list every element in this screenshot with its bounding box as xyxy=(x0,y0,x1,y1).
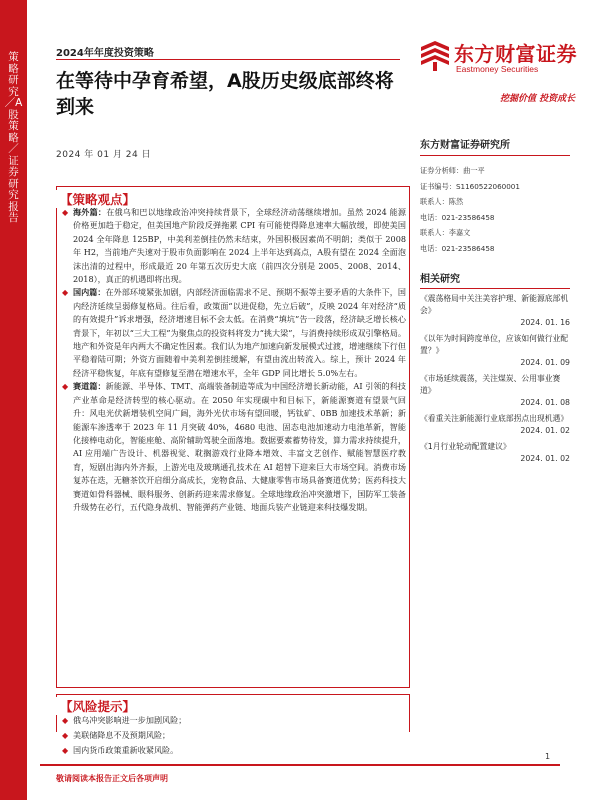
strategy-section-heading: 【策略观点】 xyxy=(56,190,139,208)
paragraph-lead: 国内篇： xyxy=(73,287,106,298)
footer-divider xyxy=(40,764,560,766)
related-research-date: 2024. 01. 08 xyxy=(520,398,570,407)
risk-item: ◆ 美联储降息不及预期风险； xyxy=(62,728,406,743)
phone-line: 电话：021-23586458 xyxy=(420,243,495,253)
related-research-title[interactable]: 《市场延续震荡，关注煤炭、公用事业赛道》 xyxy=(420,374,561,395)
related-research-item[interactable] xyxy=(420,441,570,465)
related-research-date: 2024. 01. 02 xyxy=(520,426,570,435)
diamond-bullet-icon: ◆ xyxy=(62,731,69,740)
diamond-bullet-icon: ◆ xyxy=(62,288,69,298)
page-number: 1 xyxy=(545,752,551,761)
phone-line: 电话：021-23586458 xyxy=(420,212,495,222)
risk-section-heading: 【风险提示】 xyxy=(56,697,139,715)
contact-line: 联系人：陈然 xyxy=(420,197,464,206)
risk-list xyxy=(62,713,406,758)
analyst-line: 证券分析师：曲一平 xyxy=(420,166,485,175)
paragraph-text: 新能源、半导体、TMT、高端装备制造等成为中国经济增长新动能，AI 引领的科技产业革命是经济转型的核心驱动。在 2050 年实现碳中和目标下，新能源赛道有望景气回升：风电光伏新增装机空间广阔，海外光伏市场有望回暖，钙钛矿、0BB 加速技术革新；新能源车渗透率于 2023 年 11 月突破 40%，4680 电池、固态电池加速动力电池革新，智能化接棒电动化，智能座舱、高阶辅助驾驶全面落地。数据要素蓄势待发，算力需求持续提升，AI 应用端广告设计、机器视觉、耽搁游戏行业降本增效、丰富文艺创作、赋能智慧医疗教育，短剧出海内外齐振，上游光电及玻璃通孔技术在 AI 超替下迎来巨大市场空间。消费市场复苏在迭，无糖茶饮开启细分高成长，宠物食品、大健康零售市场具备赛道优势；医药科技大赛道如骨科器械、眼科服务、创新药迎来需求修复。全球地缘政治冲突激增下，国防军工装备升级势在必行，五代隐身战机、智能弹药产业链、地面兵装产业链迎来科技爆发期。 xyxy=(73,381,406,512)
paragraph-text: 在俄乌和巴以地缘政治冲突持续背景下，全球经济动荡继续增加。虽然 2024 能源价格更加趋于稳定，但美国地产阶段反弹拖累 CPI 有可能使得降息速率大幅放缓，即使美国 2024 全年降息 125BP，中美利差倒挂仍然未结束，外国积极因素尚不明朗；类似于 2008 年 H2，当前地产失速对于股市负面影响在 2024 上半年达到高点，A股有望在 2024 全面泡沫出清的过程中，形成最近 20 年第五次历史大底（前四次分别是 2005、2008、2014、2018），真正的机遇即将出现。 xyxy=(73,207,406,285)
header-divider xyxy=(56,59,400,60)
sidebar-category-text: 策略研究／A股策略／证券研究报告 xyxy=(4,51,23,224)
strategy-paragraph-domestic xyxy=(62,286,406,380)
logo-name-cn: 东方财富证券 xyxy=(454,42,577,66)
risk-item: ◆ 国内货币政策重新收紧风险。 xyxy=(62,743,406,758)
report-type-label: 2024年年度投资策略 xyxy=(56,48,154,59)
sidebar-band xyxy=(0,0,27,800)
contact-line: 联系人：李嘉文 xyxy=(420,228,471,237)
related-research-title[interactable]: 《看重关注新能源行业底部拐点出现机遇》 xyxy=(420,414,569,423)
related-research-title[interactable]: 《1月行业轮动配置建议》 xyxy=(420,442,511,451)
paragraph-text: 在外部环境紧张加剧，内部经济面临需求不足、预期不振等主要矛盾的大条件下，国内经济延续呈弱修复格局。往后看，政策面“以进促稳，先立后破”，反映 2024 年对经济“质的有效提升”诉求增强，经济增速目标不会太低。在消费“填坑”告一段落，经济缺乏增长核心背景下，年初以“三大工程”为聚焦点的投资料将发力“挑大梁”，与消费持续形成双引擎格局。地产和外资是年内两大不确定性因素。我们认为地产加速向新发展模式过渡，增速继续下行但平稳着陆可期；外资方面随着中美利差倒挂缓解，有望由流出转流入。综上，预计 2024 年经济平稳恢复，年底有望修复至潜在增速水平，全年 GDP 同比增长 5.0%左右。 xyxy=(73,287,406,378)
logo-name-en: Eastmoney Securities xyxy=(456,64,539,74)
diamond-bullet-icon: ◆ xyxy=(62,382,69,392)
diamond-bullet-icon: ◆ xyxy=(62,746,69,755)
paragraph-lead: 赛道篇： xyxy=(73,381,106,392)
related-research-item[interactable] xyxy=(420,413,570,437)
info-sidebar xyxy=(420,136,570,465)
logo-mark-icon xyxy=(418,38,452,72)
related-research-item[interactable] xyxy=(420,373,570,409)
related-research-title[interactable]: 《震荡格局中关注美容护理、新能源底部机会》 xyxy=(420,294,569,315)
company-logo xyxy=(418,36,578,82)
related-research-title[interactable]: 《以年为时间跨度单位，应该如何做行业配置？》 xyxy=(420,334,569,355)
disclaimer-link[interactable]: 敬请阅读本报告正文后各项声明 xyxy=(56,774,168,783)
company-slogan: 挖掘价值 投资成长 xyxy=(500,94,576,104)
related-research-heading: 相关研究 xyxy=(420,270,570,289)
related-research-item[interactable] xyxy=(420,293,570,329)
page-title: 在等待中孕育希望，A股历史级底部终将到来 xyxy=(56,70,394,118)
risk-item: ◆ 俄乌冲突影响进一步加剧风险； xyxy=(62,713,406,728)
related-research-date: 2024. 01. 02 xyxy=(520,454,570,463)
diamond-bullet-icon: ◆ xyxy=(62,208,69,217)
report-date: 2024 年 01 月 24 日 xyxy=(56,150,152,160)
paragraph-lead: 海外篇： xyxy=(73,207,107,217)
related-research-date: 2024. 01. 16 xyxy=(520,318,570,327)
strategy-paragraph-sectors xyxy=(62,380,406,514)
diamond-bullet-icon: ◆ xyxy=(62,716,69,725)
strategy-body xyxy=(62,206,406,514)
certificate-line: 证书编号：S1160522060001 xyxy=(420,181,520,191)
related-research-date: 2024. 01. 09 xyxy=(520,358,570,367)
related-research-item[interactable] xyxy=(420,333,570,369)
strategy-paragraph-overseas xyxy=(62,206,406,286)
institution-name: 东方财富证券研究所 xyxy=(420,136,570,156)
